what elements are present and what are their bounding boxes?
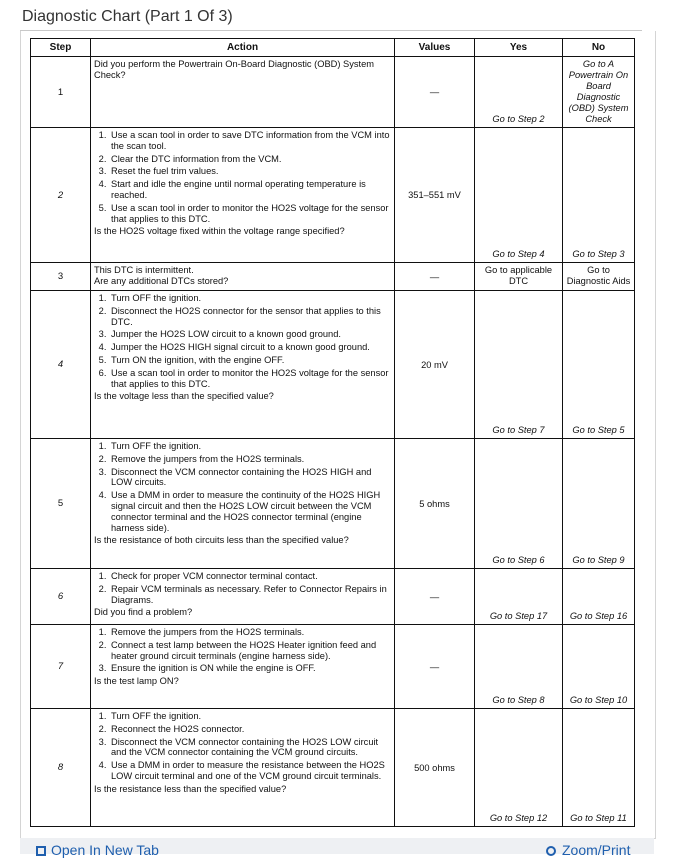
table-row (31, 57, 635, 128)
action-step-item: 3. Jumper the HO2S LOW circuit to a known good ground. (109, 329, 391, 340)
header-action: Action (91, 39, 395, 57)
no-link[interactable]: Go to Step 5 (572, 425, 625, 435)
action-question: Is the test lamp ON? (94, 676, 179, 687)
action-step-item: 4. Start and idle the engine until normal operating temperature is reached. (109, 179, 391, 201)
yes-link[interactable]: Go to Step 6 (492, 555, 545, 565)
no-cell (563, 263, 635, 291)
table-header-row (31, 39, 635, 57)
action-step-item: 2. Disconnect the HO2S connector for the sensor that applies to this DTC. (109, 306, 391, 328)
yes-link[interactable]: Go to Step 8 (492, 695, 545, 705)
action-step-item: 4. Jumper the HO2S HIGH signal circuit to a known good ground. (109, 342, 391, 353)
value-cell: — (395, 625, 475, 709)
no-cell (563, 128, 635, 263)
yes-link[interactable]: Go to Step 17 (489, 611, 548, 621)
no-cell (563, 709, 635, 827)
value-cell: — (395, 569, 475, 625)
action-cell (91, 439, 395, 569)
action-step-item: 1. Turn OFF the ignition. (109, 711, 391, 722)
yes-link[interactable]: Go to Step 2 (492, 114, 545, 124)
step-number: 8 (31, 709, 91, 827)
yes-link[interactable]: Go to Step 12 (489, 813, 548, 823)
action-step-item: 4. Use a DMM in order to measure the continuity of the HO2S HIGH signal circuit and then the HO2S LOW circuit between the VCM connector terminal and the HO2S connector terminal (engine harness side). (109, 490, 391, 533)
yes-cell (475, 291, 563, 439)
action-step-item: 3. Ensure the ignition is ON while the engine is OFF. (109, 663, 391, 674)
no-cell (563, 291, 635, 439)
table-row (31, 263, 635, 291)
open-in-new-tab-label: Open In New Tab (51, 842, 159, 858)
no-cell (563, 57, 635, 128)
table-row (31, 569, 635, 625)
table-row (31, 625, 635, 709)
action-step-item: 3. Reset the fuel trim values. (109, 166, 391, 177)
step-number: 5 (31, 439, 91, 569)
step-number: 6 (31, 569, 91, 625)
action-step-item: 1. Check for proper VCM connector terminal contact. (109, 571, 391, 582)
value-cell: 5 ohms (395, 439, 475, 569)
step-number: 2 (31, 128, 91, 263)
step-number: 3 (31, 263, 91, 291)
action-cell (91, 709, 395, 827)
action-step-item: 4. Use a DMM in order to measure the resistance between the HO2S LOW circuit terminal and one of the VCM ground circuit terminals. (109, 760, 391, 782)
action-step-item: 2. Reconnect the HO2S connector. (109, 724, 391, 735)
step-number: 4 (31, 291, 91, 439)
action-step-item: 2. Clear the DTC information from the VCM. (109, 154, 391, 165)
value-cell: 500 ohms (395, 709, 475, 827)
action-cell (91, 569, 395, 625)
action-step-item: 5. Use a scan tool in order to monitor the HO2S voltage for the sensor that applies to this DTC. (109, 203, 391, 225)
no-link[interactable]: Go to A Powertrain On Board Diagnostic (OBD) System Check (568, 59, 629, 124)
action-cell (91, 291, 395, 439)
top-band (0, 0, 684, 8)
action-step-item: 3. Disconnect the VCM connector containing the HO2S HIGH and LOW circuits. (109, 467, 391, 489)
action-step-item: 2. Remove the jumpers from the HO2S terminals. (109, 454, 391, 465)
zoom-print-label: Zoom/Print (562, 842, 631, 858)
page-title: Diagnostic Chart (Part 1 Of 3) (22, 8, 233, 25)
no-link[interactable]: Go to Diagnostic Aids (566, 265, 631, 286)
yes-link[interactable]: Go to Step 7 (492, 425, 545, 435)
action-steps-list (94, 627, 391, 674)
value-cell: — (395, 57, 475, 128)
action-step-item: 3. Disconnect the VCM connector containing the HO2S LOW circuit and the VCM connector containing the VCM ground circuits. (109, 737, 391, 759)
step-number: 1 (31, 57, 91, 128)
action-step-item: 2. Repair VCM terminals as necessary. Refer to Connector Repairs in Diagrams. (109, 584, 391, 606)
action-steps-list (94, 571, 391, 605)
no-cell (563, 439, 635, 569)
table-row (31, 439, 635, 569)
action-step-item: 2. Connect a test lamp between the HO2S Heater ignition feed and heater ground circuit terminals (engine harness side). (109, 640, 391, 662)
no-link[interactable]: Go to Step 10 (569, 695, 628, 705)
no-link[interactable]: Go to Step 3 (572, 249, 625, 259)
action-step-item: 1. Use a scan tool in order to save DTC information from the VCM into the scan tool. (109, 130, 391, 152)
action-cell (91, 128, 395, 263)
diagnostic-table (30, 38, 635, 827)
action-step-item: 6. Use a scan tool in order to monitor the HO2S voltage for the sensor that applies to this DTC. (109, 368, 391, 390)
yes-cell (475, 128, 563, 263)
yes-cell (475, 439, 563, 569)
external-window-icon (36, 846, 46, 856)
no-link[interactable]: Go to Step 16 (569, 611, 628, 621)
step-number: 7 (31, 625, 91, 709)
action-question: Is the HO2S voltage fixed within the voltage range specified? (94, 226, 345, 237)
header-values: Values (395, 39, 475, 57)
action-question: Is the resistance of both circuits less than the specified value? (94, 535, 349, 546)
action-question: Are any additional DTCs stored? (94, 275, 229, 286)
no-cell (563, 625, 635, 709)
table-row (31, 291, 635, 439)
value-cell: — (395, 263, 475, 291)
yes-cell (475, 569, 563, 625)
yes-link[interactable]: Go to applicable DTC (484, 265, 553, 286)
header-yes: Yes (475, 39, 563, 57)
open-in-new-tab-link[interactable] (36, 842, 159, 858)
no-cell (563, 569, 635, 625)
action-cell (91, 625, 395, 709)
action-question: Did you find a problem? (94, 607, 193, 618)
zoom-print-link[interactable] (546, 842, 630, 858)
value-cell: 351–551 mV (395, 128, 475, 263)
action-intro: This DTC is intermittent. (94, 265, 194, 275)
action-steps-list (94, 130, 391, 224)
action-steps-list (94, 441, 391, 533)
action-cell (91, 263, 395, 291)
action-steps-list (94, 293, 391, 389)
action-question: Is the voltage less than the specified value? (94, 391, 274, 402)
action-intro: Did you perform the Powertrain On-Board Diagnostic (OBD) System Check? (94, 59, 375, 80)
yes-cell (475, 625, 563, 709)
action-question: Is the resistance less than the specified value? (94, 783, 287, 794)
action-step-item: 1. Remove the jumpers from the HO2S terminals. (109, 627, 391, 638)
header-no: No (563, 39, 635, 57)
no-link[interactable]: Go to Step 11 (570, 813, 627, 823)
action-step-item: 1. Turn OFF the ignition. (109, 441, 391, 452)
action-step-item: 1. Turn OFF the ignition. (109, 293, 391, 304)
magnifier-icon (546, 846, 556, 856)
action-steps-list (94, 711, 391, 782)
yes-cell (475, 709, 563, 827)
yes-cell (475, 263, 563, 291)
yes-cell (475, 57, 563, 128)
no-link[interactable]: Go to Step 9 (572, 555, 625, 565)
header-step: Step (31, 39, 91, 57)
table-row (31, 128, 635, 263)
action-step-item: 5. Turn ON the ignition, with the engine OFF. (109, 355, 391, 366)
yes-link[interactable]: Go to Step 4 (492, 249, 545, 259)
action-cell (91, 57, 395, 128)
value-cell: 20 mV (395, 291, 475, 439)
table-row (31, 709, 635, 827)
